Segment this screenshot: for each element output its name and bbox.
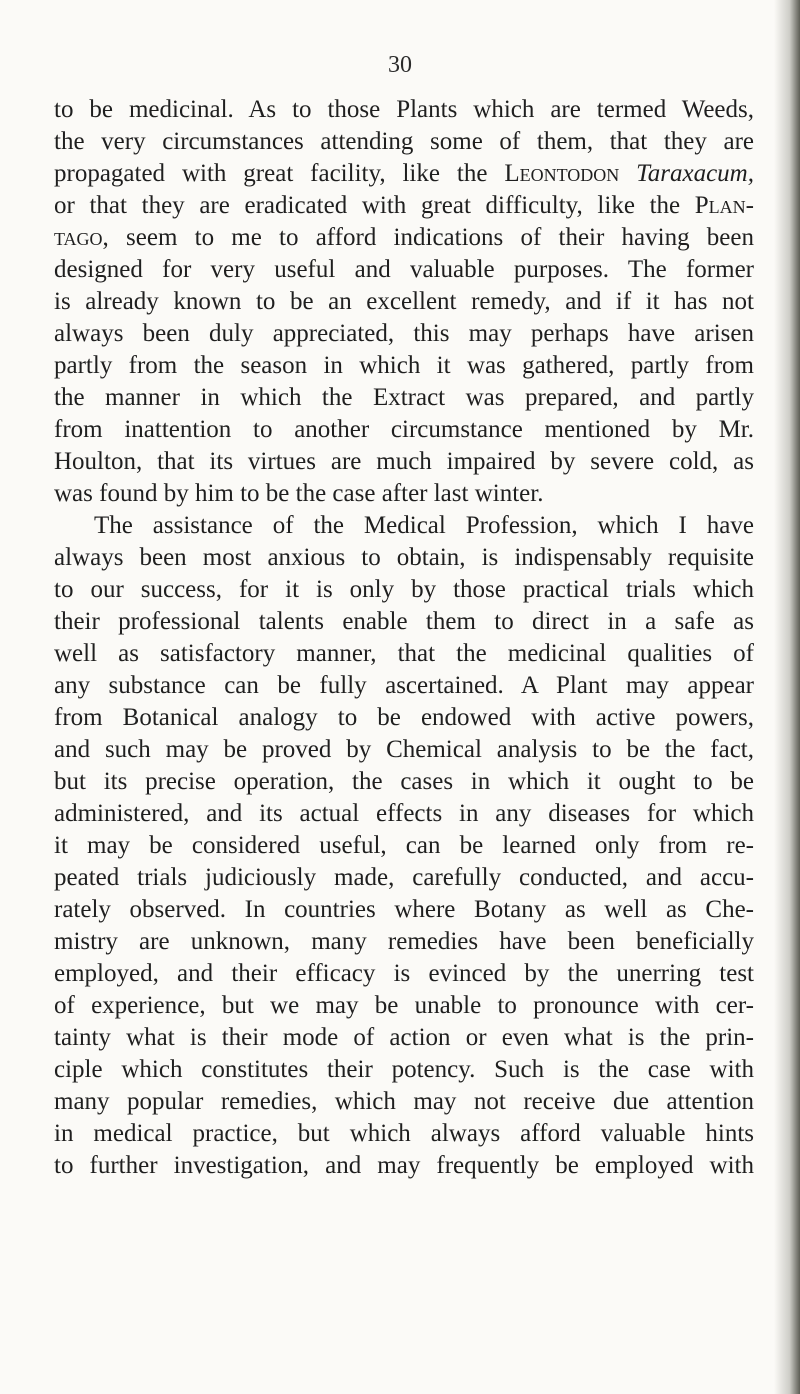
paragraph-medical-profession [54, 510, 754, 1182]
text-line: rately observed. In countries where Botany as well as Che- [54, 896, 754, 923]
text-line: to be medicinal. As to those Plants which are termed Weeds, [54, 96, 754, 123]
text-line: ciple which constitutes their potency. Such is the case with [54, 1056, 754, 1083]
page-number: 30 [388, 52, 412, 78]
text-line [54, 158, 754, 190]
text-line: the manner in which the Extract was prepared, and partly [54, 384, 754, 411]
text-line: to our success, for it is only by those practical trials which [54, 576, 754, 603]
text-line: Houlton, that its virtues are much impaired by severe cold, as [54, 448, 754, 475]
text-line: mistry are unknown, many remedies have been beneficially [54, 928, 754, 955]
text-line: of experience, but we may be unable to pronounce with cer- [54, 992, 754, 1019]
text-line [54, 190, 754, 222]
text-run: or that they are eradicated with great difficulty, like the [54, 192, 695, 219]
text-line: it may be considered useful, can be learned only from re- [54, 832, 754, 859]
text-line: always been most anxious to obtain, is indispensably requisite [54, 544, 754, 571]
paragraph-weeds [54, 94, 754, 510]
text-run: propagated with great facility, like the [54, 160, 505, 187]
text-line: the very circumstances attending some of them, that they are [54, 128, 754, 155]
genus-name: tago, [54, 224, 109, 251]
genus-name: Leontodon [504, 160, 620, 187]
text-line: The assistance of the Medical Profession, which I have [94, 512, 754, 539]
text-line: partly from the season in which it was gathered, partly from [54, 352, 754, 379]
text-line: is already known to be an excellent remedy, and if it has not [54, 288, 754, 315]
text-run: seem to me to afford indications of their having been [108, 224, 754, 251]
text-line: employed, and their efficacy is evinced by the unerring test [54, 960, 754, 987]
text-line: but its precise operation, the cases in which it ought to be [54, 768, 754, 795]
text-line: in medical practice, but which always afford valuable hints [54, 1120, 754, 1147]
text-line: well as satisfactory manner, that the medicinal qualities of [54, 640, 754, 667]
text-line: administered, and its actual effects in any diseases for which [54, 800, 754, 827]
text-line: from Botanical analogy to be endowed with active powers, [54, 704, 754, 731]
genus-name: Plan- [694, 192, 754, 219]
body-text [54, 94, 754, 1182]
text-line: to further investigation, and may frequently be employed with [54, 1152, 754, 1179]
text-line: always been duly appreciated, this may perhaps have arisen [54, 320, 754, 347]
text-line: from inattention to another circumstance mentioned by Mr. [54, 416, 754, 443]
text-line: any substance can be fully ascertained. A Plant may appear [54, 672, 754, 699]
text-line: peated trials judiciously made, carefully conducted, and accu- [54, 864, 754, 891]
text-line [54, 222, 754, 254]
text-line: many popular remedies, which may not receive due attention [54, 1088, 754, 1115]
text-line: tainty what is their mode of action or even what is the prin- [54, 1024, 754, 1051]
page-edge-shadow [774, 0, 800, 1394]
text-line: and such may be proved by Chemical analysis to be the fact, [54, 736, 754, 763]
text-line: was found by him to be the case after last winter. [54, 480, 544, 507]
species-name: Taraxacum, [636, 160, 754, 187]
text-line: their professional talents enable them to direct in a safe as [54, 608, 754, 635]
text-line: designed for very useful and valuable purposes. The former [54, 256, 754, 283]
